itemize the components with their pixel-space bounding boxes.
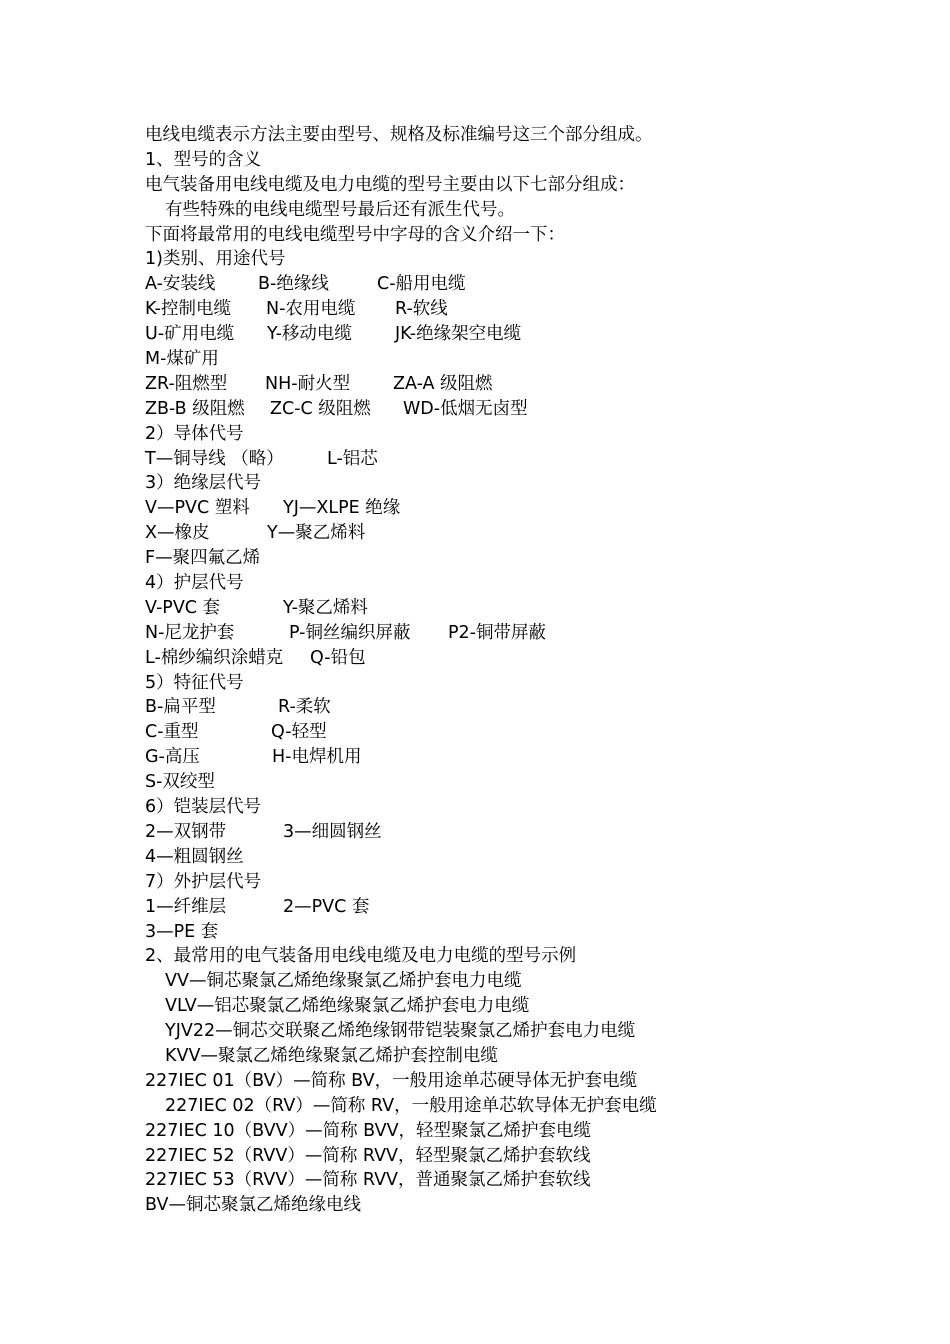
text-segment: H-电焊机用 — [272, 747, 362, 768]
text-line: 电气装备用电线电缆及电力电缆的型号主要由以下七部分组成： — [145, 174, 635, 195]
text-line — [145, 496, 905, 521]
text-line: F—聚四氟乙烯 — [145, 548, 261, 569]
document-body — [145, 123, 905, 1218]
text-segment: C-重型 — [145, 722, 199, 743]
text-line: 2）导体代号 — [145, 423, 244, 444]
text-segment: ZB-B 级阻燃 — [145, 398, 245, 419]
text-segment: Q-轻型 — [271, 722, 327, 743]
text-line: 3—PE 套 — [145, 921, 219, 942]
text-line: 3）绝缘层代号 — [145, 473, 262, 494]
text-line: 1)类别、用途代号 — [145, 249, 286, 270]
text-segment: L-铝芯 — [327, 448, 378, 469]
text-segment: R-柔软 — [278, 697, 331, 718]
text-line: 2、最常用的电气装备用电线电缆及电力电缆的型号示例 — [145, 946, 577, 967]
text-line: M-煤矿用 — [145, 349, 219, 370]
text-line — [145, 596, 905, 621]
text-line — [145, 646, 905, 671]
text-segment: U-矿用电缆 — [145, 324, 235, 345]
text-line — [145, 895, 905, 920]
text-segment: WD-低烟无卤型 — [403, 398, 528, 419]
text-line — [145, 720, 905, 745]
text-line: 227IEC 53（RVV）—简称 RVV，普通聚氯乙烯护套软线 — [145, 1170, 591, 1191]
text-segment: N-农用电缆 — [266, 299, 356, 320]
text-segment: K-控制电缆 — [145, 299, 231, 320]
text-line — [145, 820, 905, 845]
text-line: BV—铜芯聚氯乙烯绝缘电线 — [145, 1195, 361, 1216]
text-segment: 2—PVC 套 — [283, 896, 370, 917]
text-segment: R-软线 — [395, 299, 448, 320]
text-segment: N-尼龙护套 — [145, 622, 235, 643]
text-line — [145, 322, 905, 347]
text-segment: NH-耐火型 — [265, 373, 351, 394]
text-segment: YJ—XLPE 绝缘 — [283, 498, 401, 519]
text-line: 5）特征代号 — [145, 672, 244, 693]
text-line: 227IEC 10（BVV）—简称 BVV，轻型聚氯乙烯护套电缆 — [145, 1120, 592, 1141]
text-line: 7）外护层代号 — [145, 871, 262, 892]
text-segment: L-棉纱编织涂蜡克 — [145, 647, 284, 668]
text-line — [145, 447, 905, 472]
text-line — [145, 521, 905, 546]
text-segment: A-安装线 — [145, 274, 216, 295]
text-line: 227IEC 52（RVV）—简称 RVV，轻型聚氯乙烯护套软线 — [145, 1145, 591, 1166]
text-segment: ZC-C 级阻燃 — [270, 398, 371, 419]
text-segment: ZR-阻燃型 — [145, 373, 228, 394]
text-segment: P-铜丝编织屏蔽 — [289, 622, 411, 643]
text-segment: V—PVC 塑料 — [145, 498, 250, 519]
text-segment: 3—细圆钢丝 — [283, 821, 382, 842]
text-line: KVV—聚氯乙烯绝缘聚氯乙烯护套控制电缆 — [165, 1045, 498, 1066]
text-line: 4）护层代号 — [145, 573, 244, 594]
text-line: 下面将最常用的电线电缆型号中字母的含义介绍一下： — [145, 224, 565, 245]
text-line: 6）铠装层代号 — [145, 797, 262, 818]
text-segment: Y—聚乙烯料 — [267, 523, 366, 544]
text-segment: 2—双钢带 — [145, 821, 227, 842]
text-line: YJV22—铜芯交联聚乙烯绝缘钢带铠装聚氯乙烯护套电力电缆 — [165, 1021, 636, 1042]
text-segment: Q-铅包 — [310, 647, 366, 668]
text-segment: JK-绝缘架空电缆 — [395, 324, 522, 345]
text-line — [145, 272, 905, 297]
text-line: 227IEC 01（BV）—简称 BV，一般用途单芯硬导体无护套电缆 — [145, 1070, 638, 1091]
text-line: 有些特殊的电线电缆型号最后还有派生代号。 — [165, 199, 515, 220]
text-segment: ZA-A 级阻燃 — [393, 373, 493, 394]
text-line — [145, 397, 905, 422]
text-line: VV—铜芯聚氯乙烯绝缘聚氯乙烯护套电力电缆 — [165, 971, 522, 992]
text-segment: P2-铜带屏蔽 — [448, 622, 547, 643]
text-segment: C-船用电缆 — [377, 274, 466, 295]
text-segment: B-绝缘线 — [258, 274, 329, 295]
text-segment: Y-移动电缆 — [267, 324, 352, 345]
text-line — [145, 695, 905, 720]
text-segment: G-高压 — [145, 747, 200, 768]
text-line: VLV—铝芯聚氯乙烯绝缘聚氯乙烯护套电力电缆 — [165, 996, 530, 1017]
text-line: 4—粗圆钢丝 — [145, 846, 244, 867]
text-line — [145, 372, 905, 397]
text-line: 1、型号的含义 — [145, 149, 262, 170]
text-line: 227IEC 02（RV）—简称 RV，一般用途单芯软导体无护套电缆 — [165, 1095, 657, 1116]
text-segment: 1—纤维层 — [145, 896, 227, 917]
text-line — [145, 745, 905, 770]
text-segment: B-扁平型 — [145, 697, 216, 718]
text-line — [145, 297, 905, 322]
text-line — [145, 621, 905, 646]
text-segment: X—橡皮 — [145, 523, 210, 544]
text-segment: T—铜导线 （略） — [145, 448, 284, 469]
text-segment: V-PVC 套 — [145, 597, 221, 618]
text-line: 电线电缆表示方法主要由型号、规格及标准编号这三个部分组成。 — [145, 125, 653, 145]
text-segment: Y-聚乙烯料 — [283, 597, 368, 618]
text-line: S-双绞型 — [145, 772, 215, 793]
